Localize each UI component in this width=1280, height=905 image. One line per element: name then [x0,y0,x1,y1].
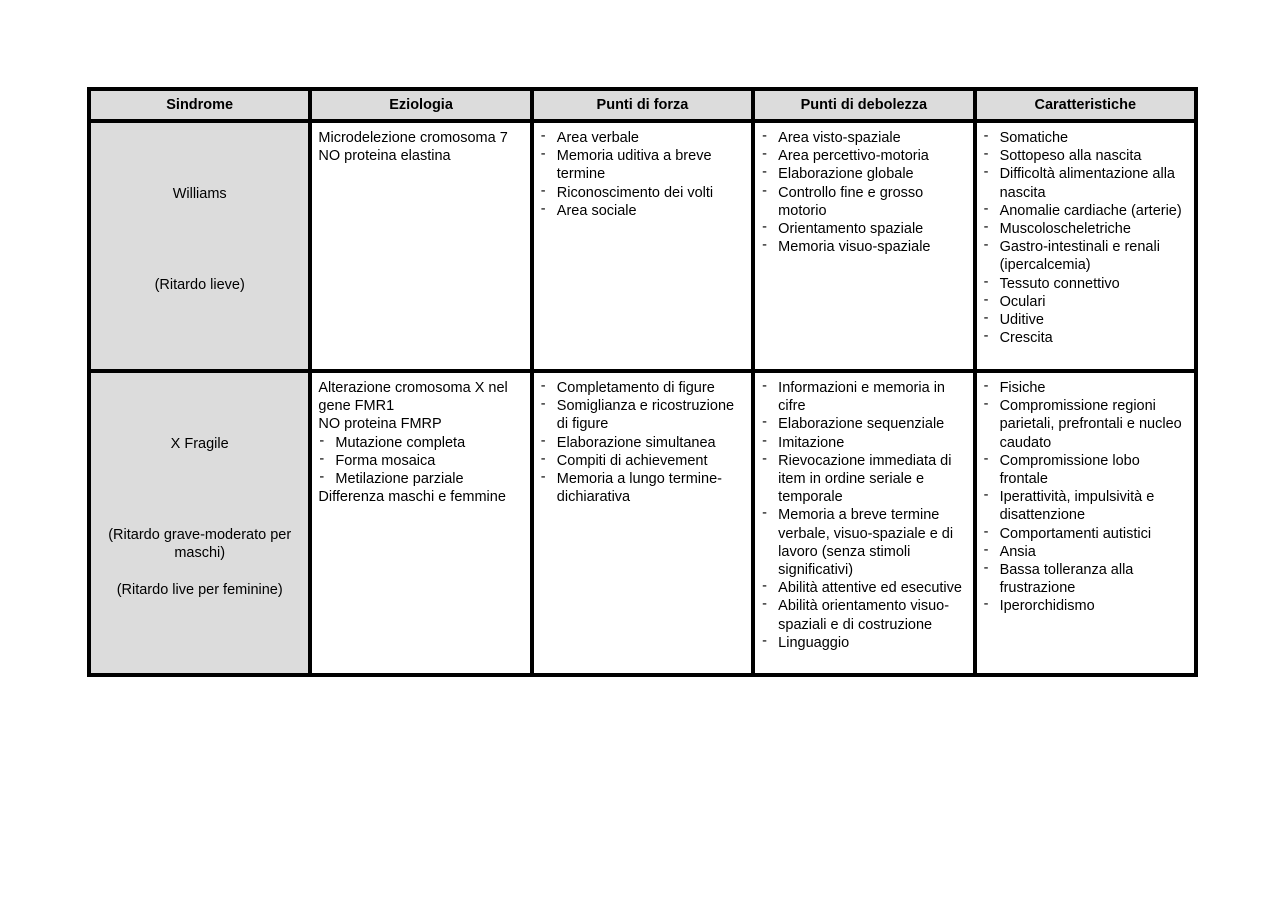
etiology-line: Differenza maschi e femmine [318,489,506,506]
list-item: - Comportamenti autistici [983,525,1188,543]
list-item: - Crescita [983,329,1188,347]
list-item: - Area verbale [540,129,745,147]
header-caratteristiche: Caratteristiche [975,89,1196,121]
characteristics-list [983,129,1188,347]
list-item: - Sottopeso alla nascita [983,147,1188,165]
etiology-line: NO proteina FMRP [318,416,442,433]
syndrome-name: Williams [172,186,227,202]
list-item: - Area sociale [540,202,745,220]
table-header-row [89,89,1196,121]
header-punti-di-forza: Punti di forza [532,89,753,121]
strengths-list [540,379,745,506]
list-item: - Abilità attentive ed esecutive [761,579,966,597]
list-item: - Elaborazione simultanea [540,434,745,452]
list-item: - Elaborazione globale [761,165,966,183]
list-item: - Bassa tolleranza alla frustrazione [983,561,1188,597]
list-item: - Mutazione completa [318,434,523,452]
list-item: - Oculari [983,293,1188,311]
strengths-list [540,129,745,220]
list-item: - Compromissione regioni parietali, prefrontali e nucleo caudato [983,397,1188,452]
list-item: - Orientamento spaziale [761,220,966,238]
weaknesses-list [761,129,966,256]
etiology-cell-x-fragile [310,371,531,675]
list-item: - Ansia [983,543,1188,561]
list-item: - Uditive [983,311,1188,329]
list-item: - Memoria uditiva a breve termine [540,147,745,183]
list-item: - Memoria a breve termine verbale, visuo-spaziale e di lavoro (senza stimoli significativi) [761,506,966,579]
syndrome-cell-williams [89,121,310,371]
strengths-cell-williams [532,121,753,371]
list-item: - Fisiche [983,379,1188,397]
syndrome-cell-x-fragile [89,371,310,675]
header-punti-di-debolezza: Punti di debolezza [753,89,974,121]
header-sindrome: Sindrome [89,89,310,121]
list-item: - Imitazione [761,434,966,452]
list-item: - Metilazione parziale [318,470,523,488]
header-eziologia: Eziologia [310,89,531,121]
list-item: - Muscoloscheletriche [983,220,1188,238]
list-item: - Informazioni e memoria in cifre [761,379,966,415]
list-item: - Compiti di achievement [540,452,745,470]
list-item: - Compromissione lobo frontale [983,452,1188,488]
list-item: - Difficoltà alimentazione alla nascita [983,165,1188,201]
list-item: - Area percettivo-motoria [761,147,966,165]
characteristics-list [983,379,1188,616]
list-item: - Tessuto connettivo [983,275,1188,293]
list-item: - Anomalie cardiache (arterie) [983,202,1188,220]
list-item: - Somatiche [983,129,1188,147]
list-item: - Rievocazione immediata di item in ordine seriale e temporale [761,452,966,507]
etiology-line: Microdelezione cromosoma 7 [318,130,508,146]
characteristics-cell-williams [975,121,1196,371]
list-item: - Linguaggio [761,634,966,652]
syndrome-severity-note-males: (Ritardo grave-moderato per maschi) [108,527,292,562]
list-item: - Somiglianza e ricostruzione di figure [540,397,745,433]
weaknesses-cell-williams [753,121,974,371]
list-item: - Area visto-spaziale [761,129,966,147]
etiology-line: Alterazione cromosoma X nel gene FMR1 [318,380,508,415]
characteristics-cell-x-fragile [975,371,1196,675]
syndrome-severity-note-females: (Ritardo live per feminine) [116,582,283,598]
list-item: - Iperorchidismo [983,597,1188,615]
table-row-x-fragile [89,371,1196,675]
syndrome-name: X Fragile [170,436,229,452]
table-row-williams [89,121,1196,371]
etiology-line: NO proteina elastina [318,148,451,165]
list-item: - Forma mosaica [318,452,523,470]
list-item: - Completamento di figure [540,379,745,397]
syndrome-comparison-table [87,87,1198,677]
list-item: - Iperattività, impulsività e disattenzione [983,488,1188,524]
weaknesses-cell-x-fragile [753,371,974,675]
list-item: - Memoria visuo-spaziale [761,238,966,256]
list-item: - Memoria a lungo termine-dichiarativa [540,470,745,506]
list-item: - Gastro-intestinali e renali (ipercalcemia) [983,238,1188,274]
strengths-cell-x-fragile [532,371,753,675]
list-item: - Riconoscimento dei volti [540,184,745,202]
weaknesses-list [761,379,966,652]
etiology-forms-list [318,434,523,489]
list-item: - Elaborazione sequenziale [761,415,966,433]
list-item: - Controllo fine e grosso motorio [761,184,966,220]
syndrome-severity-note: (Ritardo lieve) [154,277,245,293]
list-item: - Abilità orientamento visuo-spaziali e di costruzione [761,597,966,633]
etiology-cell-williams [310,121,531,371]
